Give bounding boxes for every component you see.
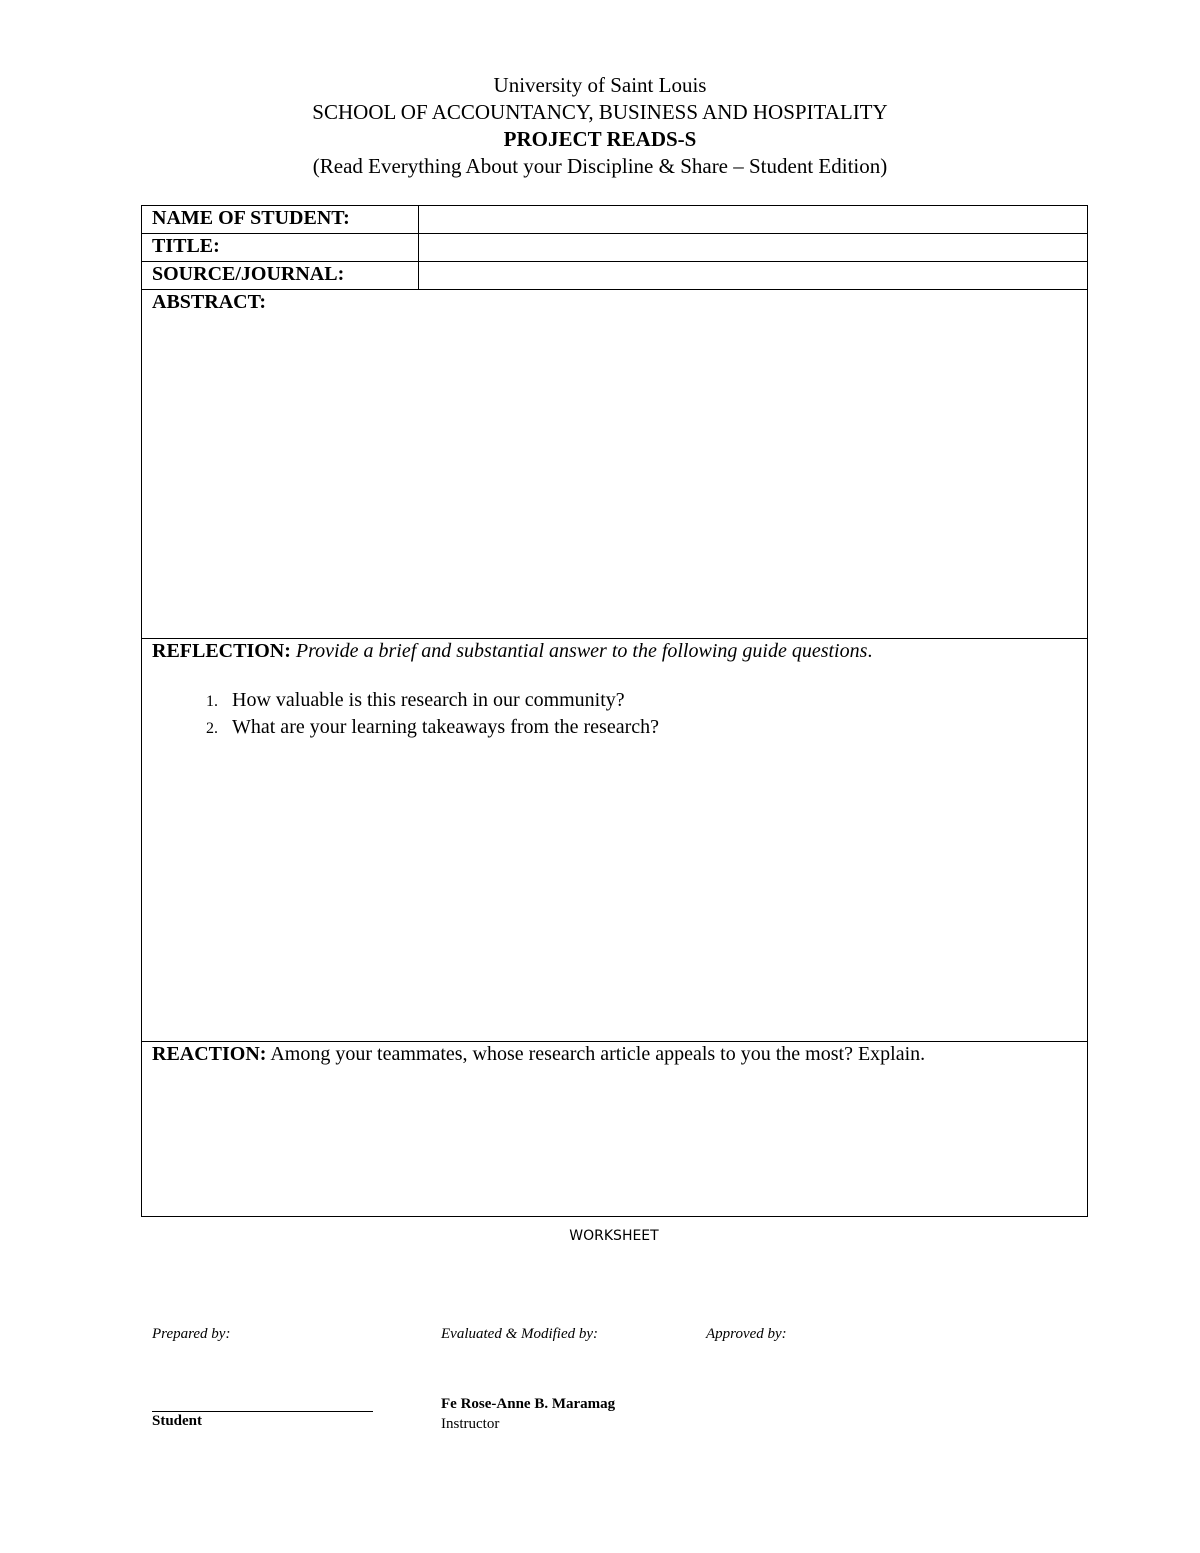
guide-question: 1. How valuable is this research in our community? — [222, 687, 1087, 714]
name-label: NAME OF STUDENT: — [142, 206, 419, 234]
abstract-row — [142, 290, 1088, 639]
reaction-row — [142, 1042, 1088, 1217]
evaluated-by-label: Evaluated & Modified by: — [441, 1326, 599, 1342]
approved-by-label: Approved by: — [706, 1326, 787, 1342]
reflection-period: . — [867, 640, 873, 662]
reflection-heading — [152, 639, 1087, 663]
university-name: University of Saint Louis — [493, 73, 707, 97]
abstract-field[interactable] — [142, 290, 1088, 639]
name-field[interactable] — [419, 206, 1088, 234]
reflection-row — [142, 639, 1088, 1042]
instructor-name: Fe Rose-Anne B. Maramag — [441, 1396, 616, 1412]
worksheet-form — [141, 205, 1088, 1217]
project-subtitle: (Read Everything About your Discipline & Share – Student Edition) — [312, 154, 888, 178]
title-label: TITLE: — [142, 234, 419, 262]
project-title: PROJECT READS-S — [503, 127, 697, 151]
instructor-title: Instructor — [441, 1416, 500, 1432]
student-signature-line — [152, 1411, 373, 1412]
guide-questions — [152, 687, 1087, 741]
reaction-text: Among your teammates, whose research article appeals to you the most? Explain. — [270, 1043, 926, 1065]
document-header — [0, 72, 1200, 180]
title-row — [142, 234, 1088, 262]
source-label: SOURCE/JOURNAL: — [142, 262, 419, 290]
student-label: Student — [152, 1413, 203, 1429]
reflection-label: REFLECTION: — [152, 640, 291, 662]
title-field[interactable] — [419, 234, 1088, 262]
reaction-label: REACTION: — [152, 1043, 267, 1065]
guide-question: 2. What are your learning takeaways from the research? — [222, 714, 1087, 741]
reflection-instruction: Provide a brief and substantial answer to the following guide questions — [295, 640, 868, 662]
school-name: SCHOOL OF ACCOUNTANCY, BUSINESS AND HOSPITALITY — [312, 100, 888, 124]
name-row — [142, 206, 1088, 234]
abstract-label: ABSTRACT: — [152, 291, 267, 313]
worksheet-label: WORKSHEET — [569, 1228, 659, 1244]
source-field[interactable] — [419, 262, 1088, 290]
reaction-field[interactable] — [142, 1042, 1088, 1217]
source-row — [142, 262, 1088, 290]
prepared-by-label: Prepared by: — [152, 1326, 231, 1342]
reflection-field[interactable] — [142, 639, 1088, 1042]
